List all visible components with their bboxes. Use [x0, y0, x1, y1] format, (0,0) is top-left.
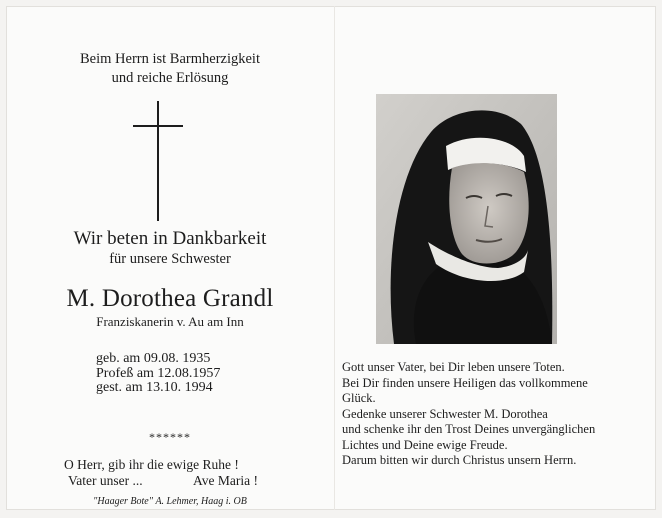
portrait-photo — [376, 94, 557, 344]
closing-prayer-line-1: O Herr, gib ihr die ewige Ruhe ! — [64, 457, 239, 472]
closing-prayer — [64, 457, 258, 489]
pray-subheading: für unsere Schwester — [109, 251, 231, 267]
cross-icon — [133, 101, 183, 221]
motto — [6, 50, 334, 88]
prayer-line: Lichtes und Deine ewige Freude. — [342, 437, 508, 452]
death-date: gest. am 13.10. 1994 — [96, 380, 213, 395]
prayer-line: Glück. — [342, 391, 376, 405]
prayer-line: Bei Dir finden unsere Heiligen das vollkommene — [342, 375, 588, 390]
right-panel — [335, 6, 656, 510]
ave-maria: Ave Maria ! — [193, 473, 258, 488]
motto-line-2: und reiche Erlösung — [111, 70, 229, 86]
printer-name: "Haager Bote" — [93, 496, 153, 507]
vater-unser: Vater unser ... — [68, 473, 143, 488]
closing-prayer-line-2 — [64, 473, 258, 489]
prayer-line: Darum bitten wir durch Christus unsern Herrn. — [342, 453, 577, 467]
prayer-line: Gott unser Vater, bei Dir leben unsere Toten. — [342, 360, 565, 374]
prayer-line: Gedenke unserer Schwester M. Dorothea — [342, 406, 548, 421]
birth-date: geb. am 09.08. 1935 — [96, 351, 211, 366]
separator: ****** — [149, 430, 191, 444]
prayer-line: und schenke ihr den Trost Deines unvergänglichen — [342, 422, 596, 436]
profession-date: Profeß am 12.08.1957 — [96, 365, 221, 381]
pray-heading: Wir beten in Dankbarkeit — [73, 228, 267, 249]
deceased-name: M. Dorothea Grandl — [66, 285, 274, 312]
life-dates — [96, 352, 220, 396]
portrait-image — [376, 94, 557, 344]
motto-line-1: Beim Herrn ist Barmherzigkeit — [80, 51, 260, 67]
printer-address: A. Lehmer, Haag i. OB — [155, 496, 247, 507]
religious-order: Franziskanerin v. Au am Inn — [96, 314, 244, 329]
prayer-text — [342, 360, 652, 469]
printer-imprint — [6, 496, 334, 508]
left-panel — [6, 6, 334, 510]
